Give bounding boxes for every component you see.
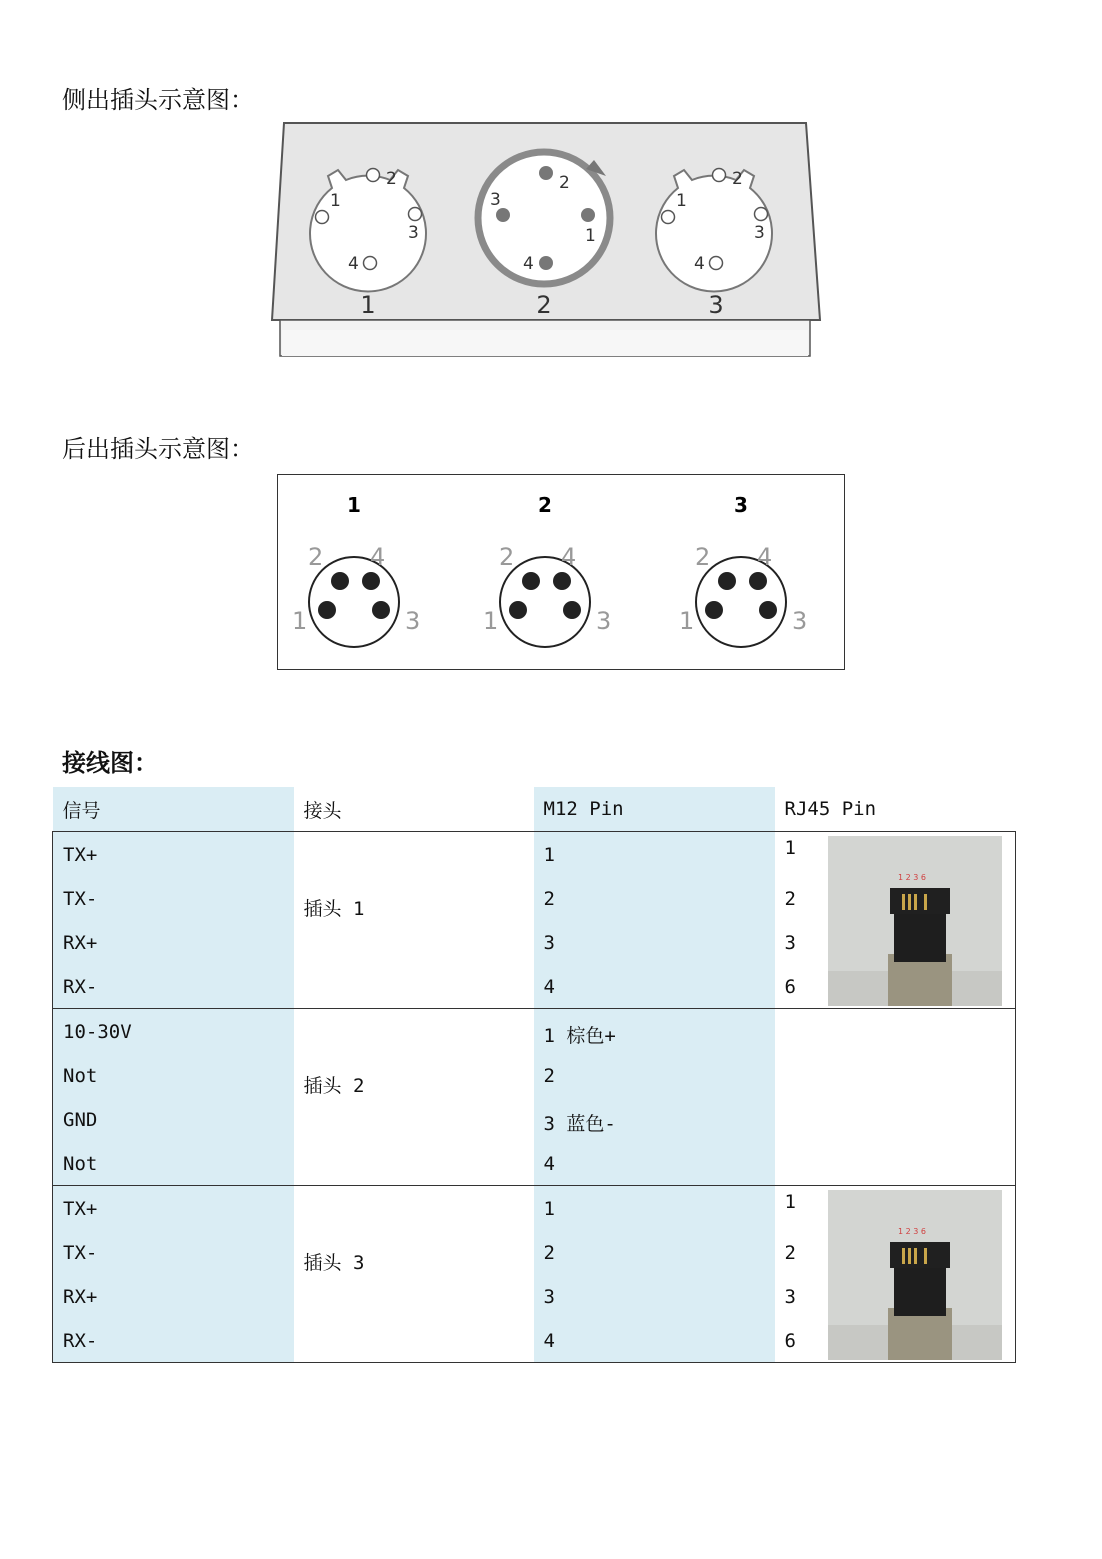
rear-3-pin-4 xyxy=(749,572,767,590)
side-plug-heading: 侧出插头示意图： xyxy=(62,86,254,114)
rear-2-pin-1 xyxy=(509,601,527,619)
m12-cell: 1 棕色+ xyxy=(543,1025,616,1047)
side-2-label-1: 1 xyxy=(585,226,596,246)
side-2-label-2: 2 xyxy=(559,173,570,193)
side-connector-2 xyxy=(478,152,610,284)
signal-cell: TX- xyxy=(63,888,98,910)
rear-1-label-1: 1 xyxy=(292,607,308,635)
side-connector-2-label: 2 xyxy=(536,291,552,319)
rj45-photo xyxy=(828,836,1002,1006)
m12-cell: 1 xyxy=(543,1198,555,1220)
side-1-pin-2 xyxy=(367,169,380,182)
signal-cell: TX- xyxy=(63,1242,98,1264)
rj45-cell: 3 xyxy=(784,932,796,954)
side-connector-1-label: 1 xyxy=(360,291,376,319)
side-1-pin-4 xyxy=(364,257,377,270)
signal-cell: Not xyxy=(63,1065,98,1087)
side-1-pin-3 xyxy=(409,208,422,221)
rear-1-pin-2 xyxy=(331,572,349,590)
rj45-photo xyxy=(828,1190,1002,1360)
header-signal: 信号 xyxy=(53,787,294,832)
signal-cell: RX- xyxy=(63,1330,98,1352)
connector-cell: 插头 1 xyxy=(303,898,365,920)
side-1-label-2: 2 xyxy=(386,169,397,189)
side-plug-diagram xyxy=(268,118,824,358)
rear-1-pin-3 xyxy=(372,601,390,619)
rear-3-label-4: 4 xyxy=(757,543,773,571)
side-2-pin-1 xyxy=(581,208,595,222)
rear-1-pin-4 xyxy=(362,572,380,590)
side-3-label-3: 3 xyxy=(754,223,765,243)
rear-3-pin-3 xyxy=(759,601,777,619)
connector-cell: 插头 3 xyxy=(303,1252,365,1274)
m12-cell: 2 xyxy=(543,1065,555,1087)
rear-3-label-1: 1 xyxy=(679,607,695,635)
m12-cell: 4 xyxy=(543,1330,555,1352)
signal-cell: RX+ xyxy=(63,1286,98,1308)
side-3-label-2: 2 xyxy=(732,169,743,189)
side-3-pin-2 xyxy=(713,169,726,182)
rear-1-label-4: 4 xyxy=(370,543,386,571)
rear-plug-heading: 后出插头示意图： xyxy=(62,435,254,463)
side-3-pin-4 xyxy=(710,257,723,270)
rear-2-label-2: 2 xyxy=(499,543,515,571)
side-2-label-3: 3 xyxy=(490,190,501,210)
rear-1-label-3: 3 xyxy=(405,607,421,635)
header-connector: 接头 xyxy=(303,799,342,822)
rj45-cell: 1 xyxy=(784,1191,796,1213)
signal-cell: GND xyxy=(63,1109,98,1131)
side-2-pin-2 xyxy=(539,166,553,180)
signal-cell: TX+ xyxy=(63,844,98,866)
rj45-cell: 6 xyxy=(784,1330,796,1352)
signal-cell: RX- xyxy=(63,976,98,998)
side-3-pin-1 xyxy=(662,211,675,224)
signal-cell: Not xyxy=(63,1153,98,1175)
side-1-label-4: 4 xyxy=(348,254,359,274)
rear-2-label-4: 4 xyxy=(561,543,577,571)
side-3-label-4: 4 xyxy=(694,254,705,274)
rear-connector-2-label: 2 xyxy=(538,493,552,517)
signal-cell: TX+ xyxy=(63,1198,98,1220)
rj45-cell: 3 xyxy=(784,1286,796,1308)
m12-cell: 2 xyxy=(543,1242,555,1264)
rear-plug-diagram xyxy=(277,474,845,671)
header-m12-pin: M12 Pin xyxy=(534,787,775,832)
signal-cell: 10-30V xyxy=(63,1021,132,1043)
side-connector-3-label: 3 xyxy=(708,291,724,319)
rear-3-label-3: 3 xyxy=(792,607,808,635)
m12-cell: 1 xyxy=(543,844,555,866)
side-2-pin-3 xyxy=(496,208,510,222)
rear-connector-3-label: 3 xyxy=(734,493,748,517)
rj45-cell: 1 xyxy=(784,837,796,859)
rear-2-pin-3 xyxy=(563,601,581,619)
side-3-pin-3 xyxy=(755,208,768,221)
rj45-cell: 6 xyxy=(784,976,796,998)
m12-cell: 3 xyxy=(543,932,555,954)
side-1-pin-1 xyxy=(316,211,329,224)
wiring-header-row xyxy=(53,787,1016,832)
rj45-cell: 2 xyxy=(784,1242,796,1264)
rear-2-label-1: 1 xyxy=(483,607,499,635)
rear-1-label-2: 2 xyxy=(308,543,324,571)
rj45-photo-pin-labels: 1 2 3 6 xyxy=(897,873,926,882)
rj45-photo-pin-labels: 1 2 3 6 xyxy=(897,1227,926,1236)
m12-cell: 3 蓝色- xyxy=(543,1113,616,1135)
m12-cell: 2 xyxy=(543,888,555,910)
table-row xyxy=(53,1009,1016,1186)
wiring-table xyxy=(52,787,1016,1363)
table-row xyxy=(53,832,1016,1009)
table-row xyxy=(53,1186,1016,1363)
rear-connector-1-label: 1 xyxy=(347,493,361,517)
rear-2-pin-2 xyxy=(522,572,540,590)
rj45-cell: 2 xyxy=(784,888,796,910)
rear-2-pin-4 xyxy=(553,572,571,590)
side-1-label-1: 1 xyxy=(330,191,341,211)
wiring-heading: 接线图： xyxy=(62,748,158,777)
rear-2-label-3: 3 xyxy=(596,607,612,635)
m12-cell: 4 xyxy=(543,1153,555,1175)
rear-3-pin-2 xyxy=(718,572,736,590)
rear-1-pin-1 xyxy=(318,601,336,619)
m12-cell: 4 xyxy=(543,976,555,998)
signal-cell: RX+ xyxy=(63,932,98,954)
header-rj45-pin: RJ45 Pin xyxy=(784,798,877,820)
rear-3-pin-1 xyxy=(705,601,723,619)
side-2-label-4: 4 xyxy=(523,254,534,274)
rear-3-label-2: 2 xyxy=(695,543,711,571)
connector-cell: 插头 2 xyxy=(303,1075,365,1097)
side-3-label-1: 1 xyxy=(676,191,687,211)
side-2-pin-4 xyxy=(539,256,553,270)
m12-cell: 3 xyxy=(543,1286,555,1308)
side-1-label-3: 3 xyxy=(408,223,419,243)
